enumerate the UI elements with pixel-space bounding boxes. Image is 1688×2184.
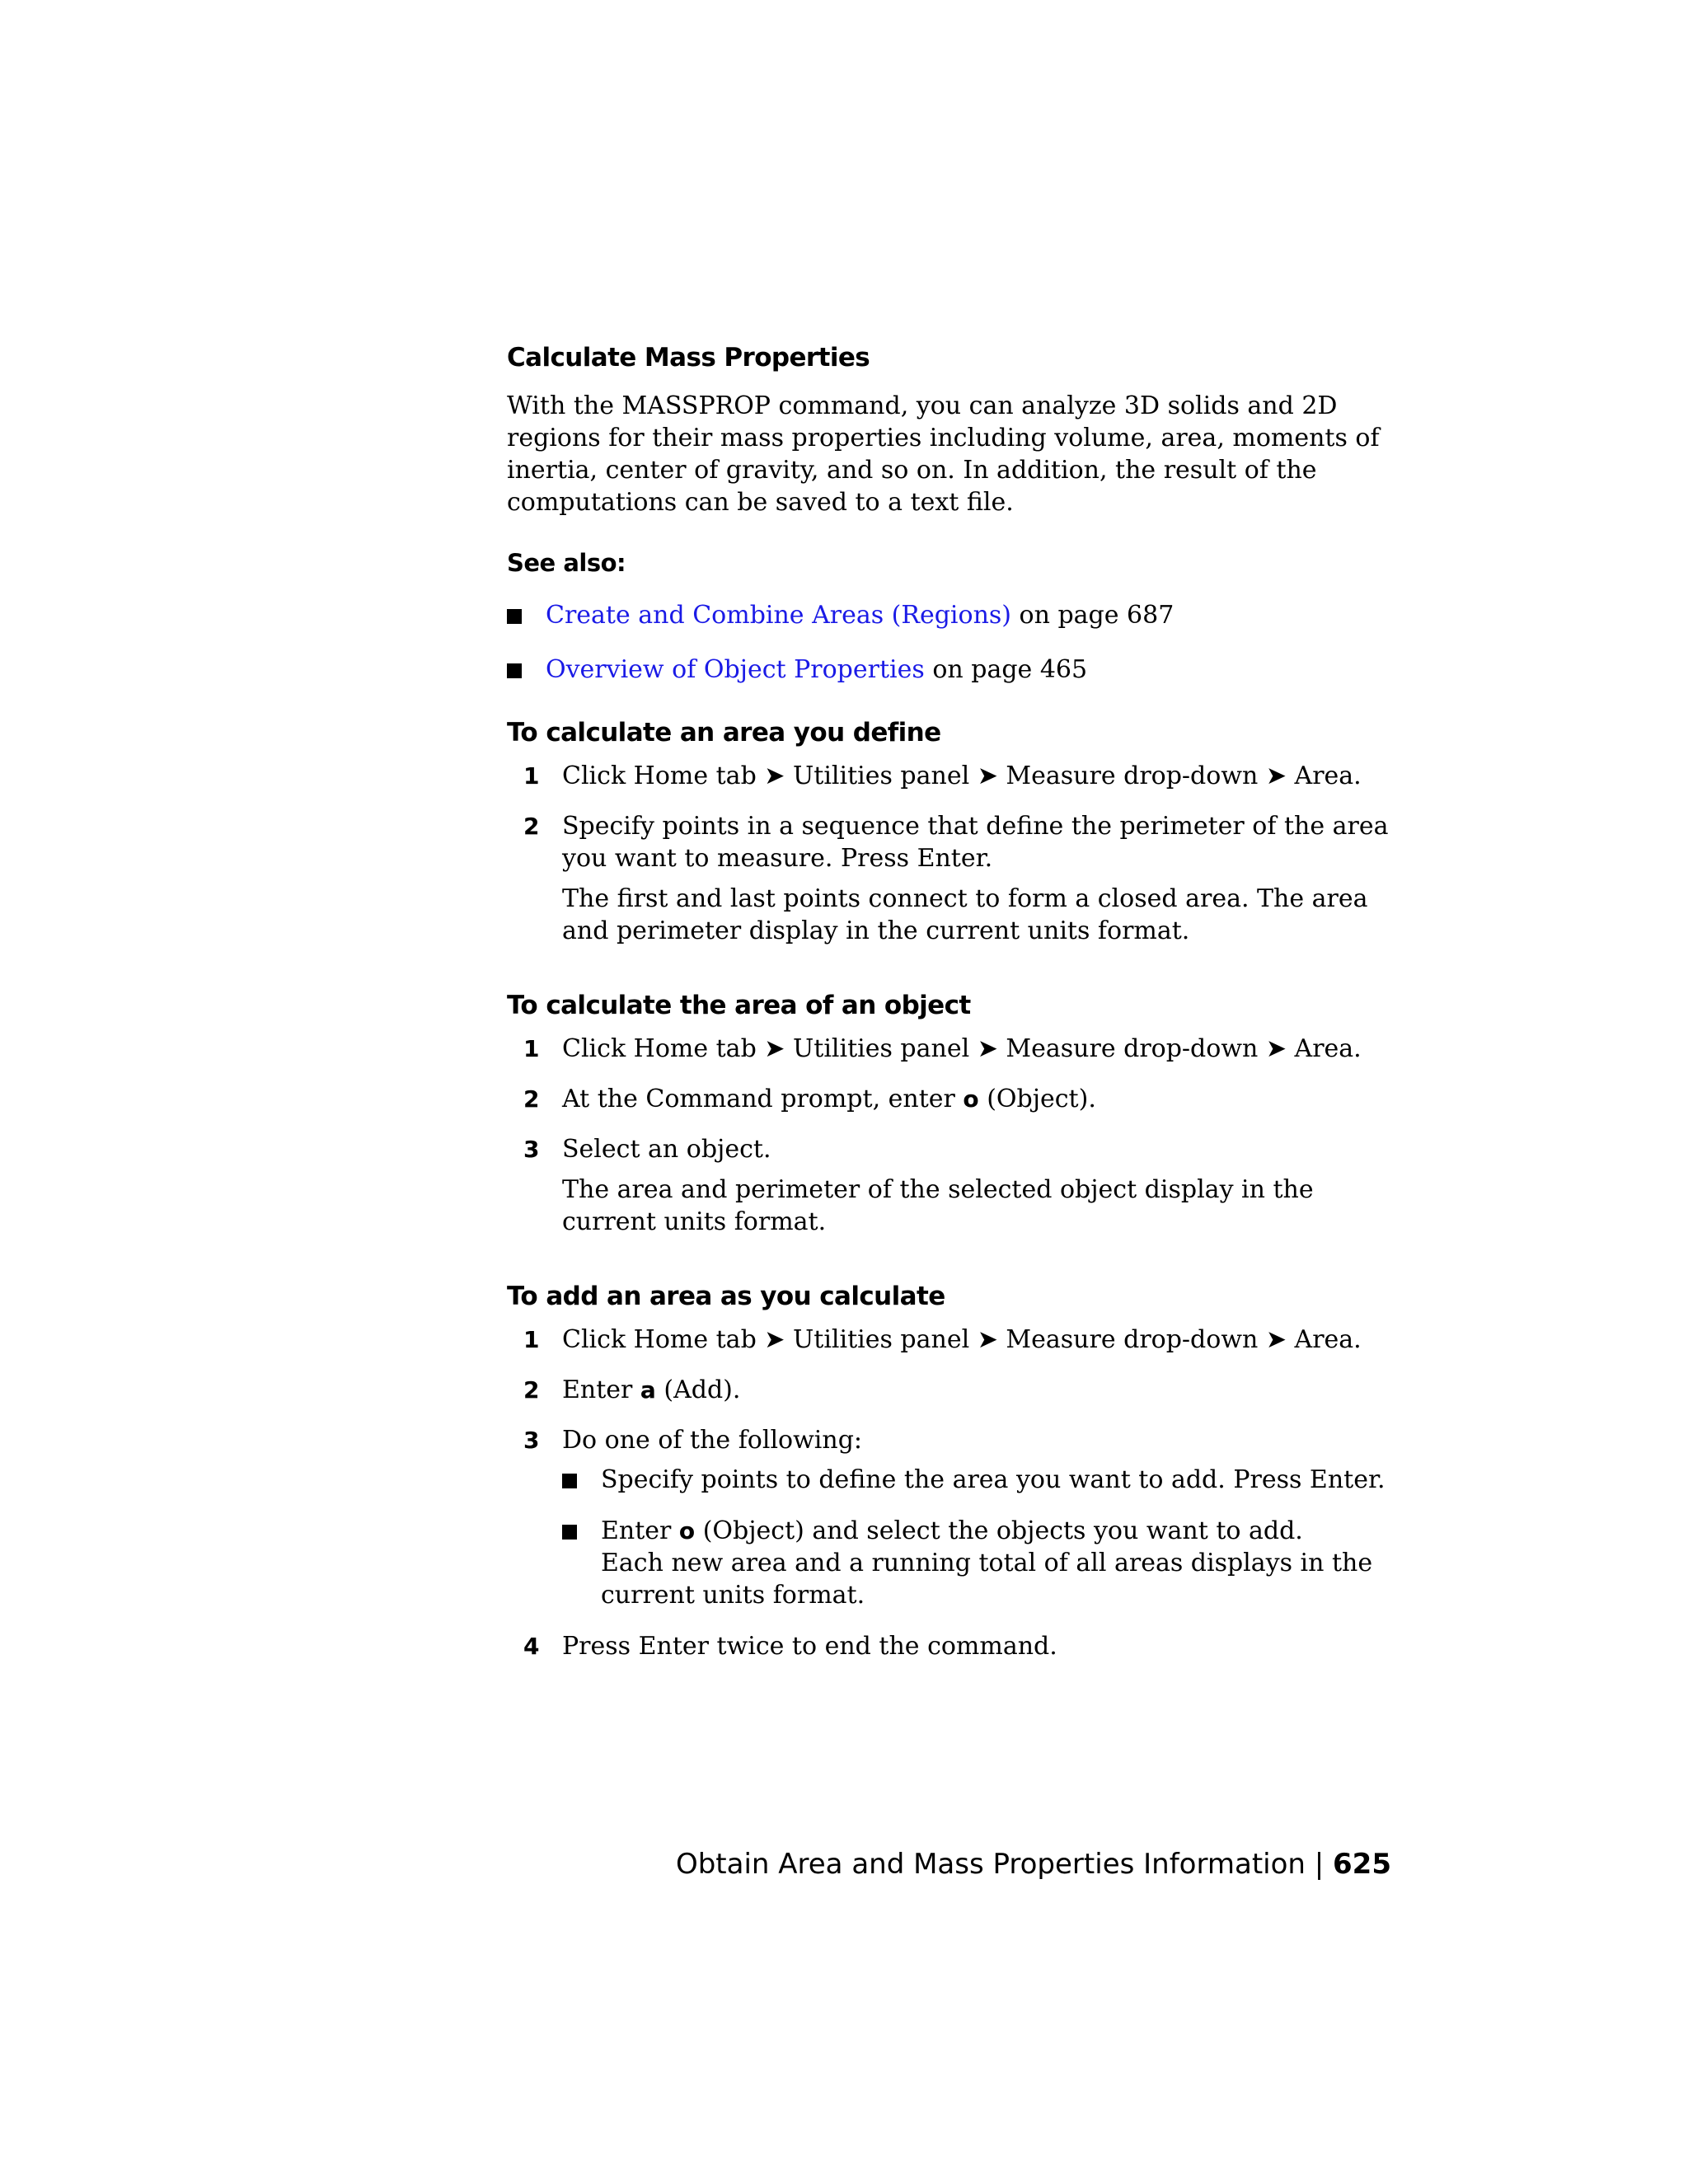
step	[507, 1033, 1393, 1065]
document-page	[507, 342, 1393, 1680]
step-text: Select an object.	[562, 1135, 771, 1164]
step	[507, 810, 1393, 947]
step-text-part: Enter	[562, 1376, 640, 1404]
see-also-item	[507, 599, 1393, 631]
step-number: 4	[523, 1633, 540, 1660]
step	[507, 1424, 1393, 1611]
procedure-title: To calculate an area you define	[507, 718, 941, 748]
step	[507, 1324, 1393, 1356]
procedure-steps	[507, 760, 1393, 947]
step-number: 1	[523, 762, 540, 790]
procedure-title: To calculate the area of an object	[507, 991, 971, 1020]
page-number: 625	[1333, 1848, 1391, 1881]
step	[507, 760, 1393, 792]
step-number: 2	[523, 1376, 540, 1404]
step-number: 3	[523, 1427, 540, 1454]
section-title: Calculate Mass Properties	[507, 343, 870, 373]
step-text: Click Home tab ➤ Utilities panel ➤ Measure drop-down ➤ Area.	[562, 1325, 1362, 1354]
link-overview-object-properties[interactable]: Overview of Object Properties	[546, 655, 925, 684]
step-text: Click Home tab ➤ Utilities panel ➤ Measure drop-down ➤ Area.	[562, 762, 1362, 790]
option-text-part: Enter	[601, 1516, 679, 1545]
step-text: Press Enter twice to end the command.	[562, 1632, 1057, 1661]
option-text: Specify points to define the area you want to add. Press Enter.	[601, 1465, 1386, 1494]
procedure-steps	[507, 1033, 1393, 1238]
see-also-item	[507, 654, 1393, 686]
step-number: 1	[523, 1326, 540, 1353]
step-text: Do one of the following:	[562, 1426, 863, 1455]
step	[507, 1374, 1393, 1406]
step-text: Specify points in a sequence that define the perimeter of the area you want to measure. Press Enter.	[562, 812, 1389, 873]
step	[507, 1083, 1393, 1115]
step-number: 2	[523, 1085, 540, 1113]
see-also-list	[507, 599, 1393, 686]
page-footer	[676, 1846, 1391, 1882]
step-note: The first and last points connect to form a closed area. The area and perimeter display in the current units format.	[562, 884, 1368, 945]
option-item	[562, 1464, 1393, 1496]
step-text	[562, 1376, 740, 1404]
option-item	[562, 1515, 1393, 1611]
step-text-part: (Object).	[978, 1085, 1096, 1113]
page-reference: on page 465	[924, 655, 1088, 684]
option-text-part: (Object) and select the objects you want to add.	[695, 1516, 1303, 1545]
step-text-part: (Add).	[655, 1376, 741, 1404]
option-list	[562, 1464, 1393, 1611]
step-text: Click Home tab ➤ Utilities panel ➤ Measure drop-down ➤ Area.	[562, 1034, 1362, 1063]
square-bullet-icon	[507, 609, 522, 624]
step-text-part: At the Command prompt, enter	[562, 1085, 964, 1113]
command-option: a	[640, 1376, 656, 1404]
step	[507, 1133, 1393, 1238]
intro-paragraph: With the MASSPROP command, you can analyze 3D solids and 2D regions for their mass properties including volume, area, moments of inertia, center of gravity, and so on. In addition, the result of the computations can be saved to a text file.	[507, 391, 1380, 517]
procedure-steps	[507, 1324, 1393, 1662]
step-text	[562, 1085, 1096, 1113]
square-bullet-icon	[507, 663, 522, 678]
option-note: Each new area and a running total of all areas displays in the current units format.	[601, 1549, 1373, 1610]
square-bullet-icon	[562, 1474, 577, 1488]
command-option: o	[678, 1517, 696, 1544]
step	[507, 1630, 1393, 1662]
chapter-title: Obtain Area and Mass Properties Information |	[675, 1848, 1334, 1881]
page-reference: on page 687	[1011, 601, 1175, 630]
see-also-label: See also:	[507, 549, 626, 577]
link-create-combine-areas[interactable]: Create and Combine Areas (Regions)	[546, 601, 1012, 630]
step-number: 3	[523, 1136, 540, 1163]
procedure-title: To add an area as you calculate	[507, 1282, 945, 1311]
command-option: o	[963, 1085, 979, 1113]
square-bullet-icon	[562, 1525, 577, 1540]
step-number: 1	[523, 1035, 540, 1062]
step-number: 2	[523, 813, 540, 840]
step-note: The area and perimeter of the selected object display in the current units format.	[562, 1175, 1314, 1236]
option-text	[601, 1515, 1393, 1547]
